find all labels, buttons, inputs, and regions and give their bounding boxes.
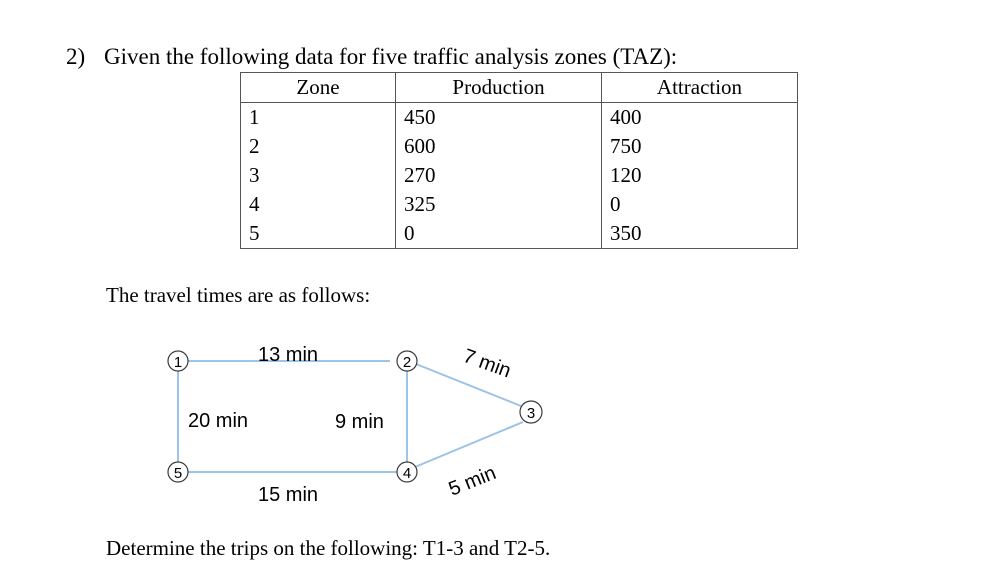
node-1 — [168, 351, 188, 371]
problem-heading — [66, 44, 677, 70]
production-cell: 600 — [396, 132, 602, 161]
attraction-cell: 750 — [602, 132, 798, 161]
taz-table — [240, 72, 798, 249]
attraction-cell: 0 — [602, 190, 798, 219]
header-attraction: Attraction — [602, 73, 798, 103]
link-4-3 — [415, 422, 523, 467]
travel-times-intro: The travel times are as follows: — [106, 283, 371, 307]
time-1-2-label: 13 min — [258, 344, 319, 366]
time-5-4-label: 15 min — [258, 484, 319, 506]
zone-cell: 4 — [241, 190, 396, 219]
production-cell: 270 — [396, 161, 602, 190]
node-1-label: 1 — [173, 354, 183, 371]
table-row — [241, 161, 798, 190]
table-header-row — [241, 73, 798, 103]
zone-cell: 2 — [241, 132, 396, 161]
problem-statement: Given the following data for five traffic analysis zones (TAZ): — [104, 44, 678, 69]
attraction-cell: 350 — [602, 219, 798, 249]
production-cell: 0 — [396, 219, 602, 249]
table-row — [241, 190, 798, 219]
time-2-3-label: 7 min — [460, 345, 514, 383]
table-row — [241, 219, 798, 249]
production-cell: 450 — [396, 103, 602, 133]
header-zone: Zone — [241, 73, 396, 103]
node-2 — [397, 351, 417, 371]
node-3 — [520, 401, 542, 423]
task-instruction: Determine the trips on the following: T1-3 and T2-5. — [106, 536, 551, 560]
header-production: Production — [396, 73, 602, 103]
zone-cell: 5 — [241, 219, 396, 249]
node-5 — [168, 462, 188, 482]
problem-number: 2) — [66, 44, 86, 69]
time-1-5-label: 20 min — [188, 410, 249, 432]
node-4 — [397, 462, 417, 482]
node-2-label: 2 — [402, 354, 412, 371]
node-3-label: 3 — [526, 405, 536, 422]
node-4-label: 4 — [402, 465, 412, 482]
table-row — [241, 132, 798, 161]
zone-cell: 1 — [241, 103, 396, 133]
production-cell: 325 — [396, 190, 602, 219]
attraction-cell: 400 — [602, 103, 798, 133]
zone-cell: 3 — [241, 161, 396, 190]
node-5-label: 5 — [173, 465, 183, 482]
travel-time-network — [150, 330, 580, 515]
attraction-cell: 120 — [602, 161, 798, 190]
time-2-4-label: 9 min — [335, 411, 384, 433]
table-row — [241, 103, 798, 133]
time-4-3-label: 5 min — [445, 461, 500, 501]
